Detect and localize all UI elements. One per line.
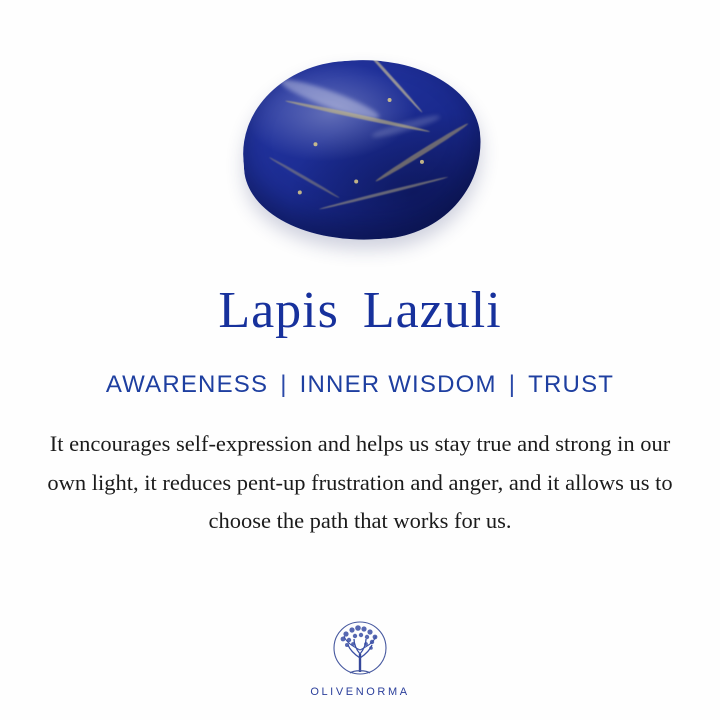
keyword-inner-wisdom: INNER WISDOM [299, 371, 497, 398]
stone-image-area [0, 0, 720, 285]
stone-speck [387, 97, 391, 101]
keyword-list [96, 371, 624, 399]
brand-logo [0, 620, 720, 698]
page-title: Lapis Lazuli [218, 282, 502, 339]
stone-speck [420, 160, 424, 164]
description-text: It encourages self-expression and helps us stay true and strong in our own light, it reduces pent-up frustration and anger, and it allows us to choose the path that works for us. [47, 431, 673, 534]
keyword-separator: | [280, 371, 288, 398]
stone-speck [355, 179, 359, 183]
stone-vein [319, 176, 449, 211]
keyword-trust: TRUST [528, 371, 615, 398]
keyword-awareness: AWARENESS [105, 371, 269, 398]
brand-name: OLIVENORMA [310, 686, 410, 698]
lapis-lazuli-stone-icon [237, 52, 487, 248]
stone-vein [357, 52, 423, 114]
stone-vein [268, 156, 340, 199]
keyword-separator: | [508, 371, 517, 398]
stone-speck [314, 142, 318, 146]
tree-of-life-icon [322, 620, 398, 682]
stone-speck [298, 190, 302, 194]
